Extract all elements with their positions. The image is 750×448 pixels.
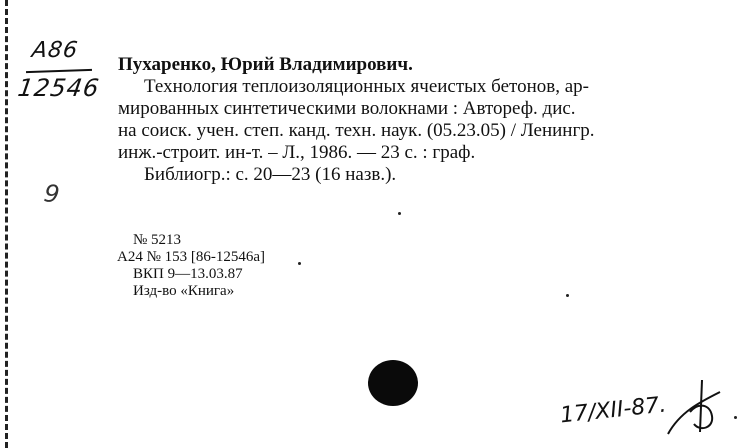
shelfmark-class-code: A86 (30, 38, 80, 63)
paper-speck (734, 416, 737, 419)
card-edge-rule (5, 0, 8, 448)
paper-speck (398, 212, 401, 215)
ink-blot (368, 360, 418, 406)
title-line-1: Технология теплоизоляционных ячеистых бетонов, ар- (144, 76, 589, 97)
imprint-vkp-line: ВКП 9—13.03.87 (133, 266, 243, 282)
bibliographic-entry (118, 54, 728, 186)
title-line-2: мированных синтетическими волокнами : Автореф. дис. (118, 98, 576, 119)
shelfmark-divider (26, 69, 92, 73)
author-heading: Пухаренко, Юрий Владимирович. (118, 54, 413, 75)
imprint-record-number: № 5213 (133, 232, 182, 248)
imprint-block (117, 232, 265, 300)
title-line-3: на соиск. учен. степ. канд. техн. наук. (05.23.05) / Ленингр. (118, 120, 595, 141)
paper-speck (298, 262, 301, 265)
handwritten-mark: 9 (42, 179, 62, 209)
bibliography-note: Библиогр.: с. 20—23 (16 назв.). (144, 164, 397, 185)
signature-flourish (660, 372, 730, 442)
paper-speck (566, 294, 569, 297)
imprint-index-line: А24 № 153 [86-12546а] (117, 249, 266, 265)
title-line-4: инж.-строит. ин-т. – Л., 1986. — 23 с. : граф. (118, 142, 476, 163)
handwritten-date: 17/XII-87. (558, 392, 668, 429)
imprint-publisher: Изд-во «Книга» (133, 283, 235, 299)
shelfmark-number: 12546 (16, 74, 102, 102)
